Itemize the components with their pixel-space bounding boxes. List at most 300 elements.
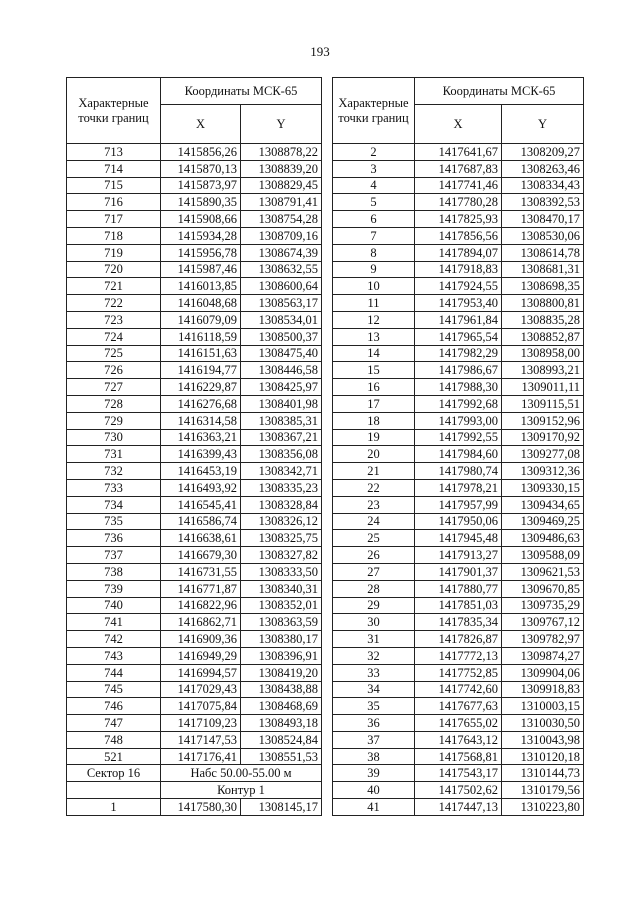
table-row — [333, 194, 584, 211]
table-row — [333, 513, 584, 530]
y-coordinate-cell: 1308698,35 — [502, 278, 584, 295]
point-number-cell: 33 — [333, 664, 415, 681]
point-number-cell: 747 — [67, 715, 161, 732]
y-coordinate-cell: 1308600,64 — [241, 278, 322, 295]
point-number-cell: 24 — [333, 513, 415, 530]
x-coordinate-cell: 1417993,00 — [415, 412, 502, 429]
y-coordinate-cell: 1308754,28 — [241, 211, 322, 228]
y-column-header: Y — [241, 105, 322, 144]
point-number-cell: 736 — [67, 530, 161, 547]
table-row — [333, 160, 584, 177]
y-coordinate-cell: 1308342,71 — [241, 463, 322, 480]
point-number-cell: 26 — [333, 547, 415, 564]
point-number-cell: 734 — [67, 496, 161, 513]
point-number-cell: 31 — [333, 631, 415, 648]
page-number: 193 — [310, 44, 330, 59]
x-coordinate-cell: 1417992,68 — [415, 395, 502, 412]
y-coordinate-cell: 1308530,06 — [502, 227, 584, 244]
point-number-cell: 718 — [67, 227, 161, 244]
point-number-cell: 34 — [333, 681, 415, 698]
x-coordinate-cell: 1415956,78 — [161, 244, 241, 261]
x-coordinate-cell: 1415908,66 — [161, 211, 241, 228]
table-row — [333, 530, 584, 547]
point-number-cell: 35 — [333, 698, 415, 715]
point-number-cell: 735 — [67, 513, 161, 530]
y-coordinate-cell: 1308839,20 — [241, 160, 322, 177]
point-number-cell: 6 — [333, 211, 415, 228]
table-row — [333, 479, 584, 496]
x-coordinate-cell: 1417780,28 — [415, 194, 502, 211]
y-coordinate-cell: 1309782,97 — [502, 631, 584, 648]
x-coordinate-cell: 1416822,96 — [161, 597, 241, 614]
point-number-cell: 743 — [67, 647, 161, 664]
point-number-cell: 38 — [333, 748, 415, 765]
y-coordinate-cell: 1308145,17 — [241, 799, 322, 816]
x-coordinate-cell: 1416731,55 — [161, 563, 241, 580]
point-number-cell: 27 — [333, 563, 415, 580]
sector-height-note: Набс 50.00-55.00 м — [161, 765, 322, 782]
point-number-cell: 16 — [333, 379, 415, 396]
point-number-cell: 741 — [67, 614, 161, 631]
point-number-cell: 5 — [333, 194, 415, 211]
table-row — [333, 211, 584, 228]
point-number-cell: 32 — [333, 647, 415, 664]
point-number-cell: 3 — [333, 160, 415, 177]
table-row — [67, 563, 322, 580]
y-coordinate-cell: 1308209,27 — [502, 144, 584, 161]
x-coordinate-cell: 1417961,84 — [415, 311, 502, 328]
y-coordinate-cell: 1308709,16 — [241, 227, 322, 244]
y-coordinate-cell: 1308475,40 — [241, 345, 322, 362]
point-number-cell: 738 — [67, 563, 161, 580]
y-coordinate-cell: 1308500,37 — [241, 328, 322, 345]
x-coordinate-cell: 1416363,21 — [161, 429, 241, 446]
point-number-cell: 716 — [67, 194, 161, 211]
y-coordinate-cell: 1308335,23 — [241, 479, 322, 496]
x-coordinate-cell: 1417982,29 — [415, 345, 502, 362]
point-number-cell: 28 — [333, 580, 415, 597]
y-coordinate-cell: 1309874,27 — [502, 647, 584, 664]
table-row — [67, 379, 322, 396]
point-number-cell: 722 — [67, 295, 161, 312]
x-coordinate-cell: 1417687,83 — [415, 160, 502, 177]
table-row — [67, 715, 322, 732]
table-row — [67, 446, 322, 463]
table-row — [67, 463, 322, 480]
y-coordinate-cell: 1308356,08 — [241, 446, 322, 463]
x-coordinate-cell: 1416048,68 — [161, 295, 241, 312]
x-coordinate-cell: 1417741,46 — [415, 177, 502, 194]
x-coordinate-cell: 1416909,36 — [161, 631, 241, 648]
table-row — [333, 177, 584, 194]
point-number-cell: 10 — [333, 278, 415, 295]
x-coordinate-cell: 1416679,30 — [161, 547, 241, 564]
y-coordinate-cell: 1308524,84 — [241, 731, 322, 748]
y-coordinate-cell: 1308419,20 — [241, 664, 322, 681]
y-coordinate-cell: 1308674,39 — [241, 244, 322, 261]
x-coordinate-cell: 1416229,87 — [161, 379, 241, 396]
x-coordinate-cell: 1417894,07 — [415, 244, 502, 261]
table-row — [67, 362, 322, 379]
point-number-cell: 730 — [67, 429, 161, 446]
x-coordinate-cell: 1416771,87 — [161, 580, 241, 597]
point-number-cell: 12 — [333, 311, 415, 328]
y-coordinate-cell: 1308878,22 — [241, 144, 322, 161]
y-coordinate-cell: 1309330,15 — [502, 479, 584, 496]
table-row — [333, 647, 584, 664]
x-coordinate-cell: 1417502,62 — [415, 782, 502, 799]
table-row — [333, 580, 584, 597]
table-row — [333, 782, 584, 799]
coords-group-header: Координаты МСК-65 — [415, 78, 584, 105]
y-coordinate-cell: 1308446,58 — [241, 362, 322, 379]
table-row — [333, 547, 584, 564]
y-coordinate-cell: 1309918,83 — [502, 681, 584, 698]
y-coordinate-cell: 1309277,08 — [502, 446, 584, 463]
x-coordinate-cell: 1417447,13 — [415, 799, 502, 816]
contour-label: Контур 1 — [161, 782, 322, 799]
point-number-cell: 746 — [67, 698, 161, 715]
x-coordinate-cell: 1415934,28 — [161, 227, 241, 244]
table-row — [67, 311, 322, 328]
table-row — [333, 227, 584, 244]
table-row — [333, 597, 584, 614]
y-coordinate-cell: 1309115,51 — [502, 395, 584, 412]
sector-row — [67, 765, 322, 782]
table-row — [333, 395, 584, 412]
table-row — [67, 328, 322, 345]
point-number-cell: 717 — [67, 211, 161, 228]
table-row — [333, 311, 584, 328]
y-coordinate-cell: 1310179,56 — [502, 782, 584, 799]
point-number-cell: 9 — [333, 261, 415, 278]
y-coordinate-cell: 1308367,21 — [241, 429, 322, 446]
coordinates-table-right — [332, 77, 584, 816]
y-coordinate-cell: 1309152,96 — [502, 412, 584, 429]
x-coordinate-cell: 1417835,34 — [415, 614, 502, 631]
table-row — [67, 278, 322, 295]
y-coordinate-cell: 1308835,28 — [502, 311, 584, 328]
point-number-cell: 7 — [333, 227, 415, 244]
y-coordinate-cell: 1309011,11 — [502, 379, 584, 396]
x-coordinate-cell: 1416118,59 — [161, 328, 241, 345]
point-number-cell: 742 — [67, 631, 161, 648]
point-number-cell: 14 — [333, 345, 415, 362]
table-row — [67, 631, 322, 648]
x-coordinate-cell: 1416586,74 — [161, 513, 241, 530]
point-number-cell: 721 — [67, 278, 161, 295]
y-coordinate-cell: 1308993,21 — [502, 362, 584, 379]
table-row — [333, 446, 584, 463]
x-coordinate-cell: 1416453,19 — [161, 463, 241, 480]
table-row — [67, 614, 322, 631]
x-coordinate-cell: 1415890,35 — [161, 194, 241, 211]
x-coordinate-cell: 1417957,99 — [415, 496, 502, 513]
coordinates-table-left — [66, 77, 322, 816]
y-coordinate-cell: 1308791,41 — [241, 194, 322, 211]
x-coordinate-cell: 1416862,71 — [161, 614, 241, 631]
y-coordinate-cell: 1308340,31 — [241, 580, 322, 597]
y-coordinate-cell: 1309670,85 — [502, 580, 584, 597]
point-number-cell: 8 — [333, 244, 415, 261]
table-row — [67, 177, 322, 194]
y-coordinate-cell: 1308829,45 — [241, 177, 322, 194]
x-coordinate-cell: 1417643,12 — [415, 731, 502, 748]
contour-row — [67, 782, 322, 799]
left-table-body — [67, 144, 322, 816]
y-coordinate-cell: 1310030,50 — [502, 715, 584, 732]
point-number-cell: 36 — [333, 715, 415, 732]
point-number-cell: 21 — [333, 463, 415, 480]
x-coordinate-cell: 1417856,56 — [415, 227, 502, 244]
point-number-cell: 30 — [333, 614, 415, 631]
point-number-cell: 715 — [67, 177, 161, 194]
table-row — [333, 295, 584, 312]
contour-empty-cell — [67, 782, 161, 799]
x-coordinate-cell: 1417176,41 — [161, 748, 241, 765]
x-column-header: X — [415, 105, 502, 144]
point-number-cell: 15 — [333, 362, 415, 379]
point-number-cell: 20 — [333, 446, 415, 463]
table-row — [333, 731, 584, 748]
point-number-cell: 733 — [67, 479, 161, 496]
point-number-cell: 17 — [333, 395, 415, 412]
points-column-header: Характерные точки границ — [333, 78, 415, 144]
point-number-cell: 748 — [67, 731, 161, 748]
table-row — [67, 647, 322, 664]
x-coordinate-cell: 1415870,13 — [161, 160, 241, 177]
table-row — [67, 513, 322, 530]
x-coordinate-cell: 1417568,81 — [415, 748, 502, 765]
table-row — [67, 194, 322, 211]
x-coordinate-cell: 1417984,60 — [415, 446, 502, 463]
x-coordinate-cell: 1416013,85 — [161, 278, 241, 295]
y-coordinate-cell: 1308681,31 — [502, 261, 584, 278]
y-coordinate-cell: 1308385,31 — [241, 412, 322, 429]
x-coordinate-cell: 1416079,09 — [161, 311, 241, 328]
y-coordinate-cell: 1310223,80 — [502, 799, 584, 816]
table-row — [333, 614, 584, 631]
table-row — [67, 748, 322, 765]
point-number-cell: 41 — [333, 799, 415, 816]
point-number-cell: 2 — [333, 144, 415, 161]
y-coordinate-cell: 1308958,00 — [502, 345, 584, 362]
point-number-cell: 19 — [333, 429, 415, 446]
table-row — [333, 698, 584, 715]
x-coordinate-cell: 1417851,03 — [415, 597, 502, 614]
table-row — [333, 278, 584, 295]
x-coordinate-cell: 1417953,40 — [415, 295, 502, 312]
point-number-cell: 745 — [67, 681, 161, 698]
y-coordinate-cell: 1309735,29 — [502, 597, 584, 614]
y-coordinate-cell: 1308328,84 — [241, 496, 322, 513]
x-coordinate-cell: 1416276,68 — [161, 395, 241, 412]
x-coordinate-cell: 1417986,67 — [415, 362, 502, 379]
x-coordinate-cell: 1417980,74 — [415, 463, 502, 480]
y-coordinate-cell: 1309621,53 — [502, 563, 584, 580]
x-coordinate-cell: 1417825,93 — [415, 211, 502, 228]
y-coordinate-cell: 1310120,18 — [502, 748, 584, 765]
table-row — [67, 244, 322, 261]
table-row — [333, 144, 584, 161]
y-coordinate-cell: 1308470,17 — [502, 211, 584, 228]
y-coordinate-cell: 1308534,01 — [241, 311, 322, 328]
y-coordinate-cell: 1308852,87 — [502, 328, 584, 345]
table-row — [333, 563, 584, 580]
y-coordinate-cell: 1308263,46 — [502, 160, 584, 177]
x-coordinate-cell: 1417950,06 — [415, 513, 502, 530]
y-coordinate-cell: 1308334,43 — [502, 177, 584, 194]
y-coordinate-cell: 1308468,69 — [241, 698, 322, 715]
x-coordinate-cell: 1417075,84 — [161, 698, 241, 715]
point-number-cell: 40 — [333, 782, 415, 799]
table-row — [67, 799, 322, 816]
y-coordinate-cell: 1308396,91 — [241, 647, 322, 664]
point-number-cell: 740 — [67, 597, 161, 614]
point-number-cell: 25 — [333, 530, 415, 547]
table-row — [333, 799, 584, 816]
point-number-cell: 731 — [67, 446, 161, 463]
x-coordinate-cell: 1417752,85 — [415, 664, 502, 681]
table-row — [67, 345, 322, 362]
table-row — [333, 715, 584, 732]
table-row — [333, 631, 584, 648]
y-coordinate-cell: 1308363,59 — [241, 614, 322, 631]
point-number-cell: 739 — [67, 580, 161, 597]
x-coordinate-cell: 1416994,57 — [161, 664, 241, 681]
table-row — [333, 664, 584, 681]
y-coordinate-cell: 1309312,36 — [502, 463, 584, 480]
x-coordinate-cell: 1417641,67 — [415, 144, 502, 161]
table-row — [67, 681, 322, 698]
point-number-cell: 713 — [67, 144, 161, 161]
x-coordinate-cell: 1417109,23 — [161, 715, 241, 732]
table-row — [67, 547, 322, 564]
y-coordinate-cell: 1308438,88 — [241, 681, 322, 698]
y-coordinate-cell: 1310144,73 — [502, 765, 584, 782]
x-coordinate-cell: 1417772,13 — [415, 647, 502, 664]
table-row — [333, 765, 584, 782]
y-coordinate-cell: 1308333,50 — [241, 563, 322, 580]
point-number-cell: 11 — [333, 295, 415, 312]
point-number-cell: 737 — [67, 547, 161, 564]
table-row — [67, 211, 322, 228]
point-number-cell: 732 — [67, 463, 161, 480]
point-number-cell: 1 — [67, 799, 161, 816]
point-number-cell: 37 — [333, 731, 415, 748]
x-coordinate-cell: 1417147,53 — [161, 731, 241, 748]
y-coordinate-cell: 1309486,63 — [502, 530, 584, 547]
point-number-cell: 23 — [333, 496, 415, 513]
table-row — [333, 328, 584, 345]
point-number-cell: 22 — [333, 479, 415, 496]
y-coordinate-cell: 1309469,25 — [502, 513, 584, 530]
x-coordinate-cell: 1417924,55 — [415, 278, 502, 295]
y-column-header: Y — [502, 105, 584, 144]
table-row — [67, 144, 322, 161]
x-coordinate-cell: 1417901,37 — [415, 563, 502, 580]
table-row — [333, 681, 584, 698]
y-coordinate-cell: 1309434,65 — [502, 496, 584, 513]
x-coordinate-cell: 1417918,83 — [415, 261, 502, 278]
x-coordinate-cell: 1416638,61 — [161, 530, 241, 547]
y-coordinate-cell: 1309588,09 — [502, 547, 584, 564]
x-coordinate-cell: 1416314,58 — [161, 412, 241, 429]
x-coordinate-cell: 1417945,48 — [415, 530, 502, 547]
table-row — [67, 479, 322, 496]
x-coordinate-cell: 1417543,17 — [415, 765, 502, 782]
table-row — [333, 463, 584, 480]
x-coordinate-cell: 1417029,43 — [161, 681, 241, 698]
table-row — [333, 244, 584, 261]
x-coordinate-cell: 1417826,87 — [415, 631, 502, 648]
y-coordinate-cell: 1308392,53 — [502, 194, 584, 211]
y-coordinate-cell: 1308493,18 — [241, 715, 322, 732]
point-number-cell: 720 — [67, 261, 161, 278]
x-coordinate-cell: 1416194,77 — [161, 362, 241, 379]
table-row — [67, 597, 322, 614]
table-row — [67, 698, 322, 715]
y-coordinate-cell: 1308352,01 — [241, 597, 322, 614]
x-coordinate-cell: 1415987,46 — [161, 261, 241, 278]
point-number-cell: 13 — [333, 328, 415, 345]
table-row — [333, 748, 584, 765]
point-number-cell: 724 — [67, 328, 161, 345]
coords-group-header: Координаты МСК-65 — [161, 78, 322, 105]
sector-label: Сектор 16 — [67, 765, 161, 782]
right-table-body — [333, 144, 584, 816]
x-coordinate-cell: 1416151,63 — [161, 345, 241, 362]
point-number-cell: 727 — [67, 379, 161, 396]
y-coordinate-cell: 1308326,12 — [241, 513, 322, 530]
table-row — [333, 412, 584, 429]
x-coordinate-cell: 1417965,54 — [415, 328, 502, 345]
points-column-header: Характерные точки границ — [67, 78, 161, 144]
point-number-cell: 714 — [67, 160, 161, 177]
table-row — [67, 412, 322, 429]
y-coordinate-cell: 1309170,92 — [502, 429, 584, 446]
x-coordinate-cell: 1417913,27 — [415, 547, 502, 564]
y-coordinate-cell: 1308425,97 — [241, 379, 322, 396]
point-number-cell: 29 — [333, 597, 415, 614]
table-row — [67, 227, 322, 244]
y-coordinate-cell: 1309767,12 — [502, 614, 584, 631]
x-coordinate-cell: 1417677,63 — [415, 698, 502, 715]
point-number-cell: 726 — [67, 362, 161, 379]
table-row — [67, 295, 322, 312]
table-row — [333, 261, 584, 278]
y-coordinate-cell: 1310043,98 — [502, 731, 584, 748]
y-coordinate-cell: 1308401,98 — [241, 395, 322, 412]
x-coordinate-cell: 1417655,02 — [415, 715, 502, 732]
y-coordinate-cell: 1308563,17 — [241, 295, 322, 312]
table-row — [67, 580, 322, 597]
y-coordinate-cell: 1309904,06 — [502, 664, 584, 681]
point-number-cell: 723 — [67, 311, 161, 328]
table-row — [67, 395, 322, 412]
table-row — [333, 429, 584, 446]
y-coordinate-cell: 1308325,75 — [241, 530, 322, 547]
x-column-header: X — [161, 105, 241, 144]
x-coordinate-cell: 1417880,77 — [415, 580, 502, 597]
y-coordinate-cell: 1308551,53 — [241, 748, 322, 765]
table-row — [67, 261, 322, 278]
point-number-cell: 744 — [67, 664, 161, 681]
table-row — [67, 530, 322, 547]
x-coordinate-cell: 1417742,60 — [415, 681, 502, 698]
point-number-cell: 725 — [67, 345, 161, 362]
table-row — [333, 496, 584, 513]
